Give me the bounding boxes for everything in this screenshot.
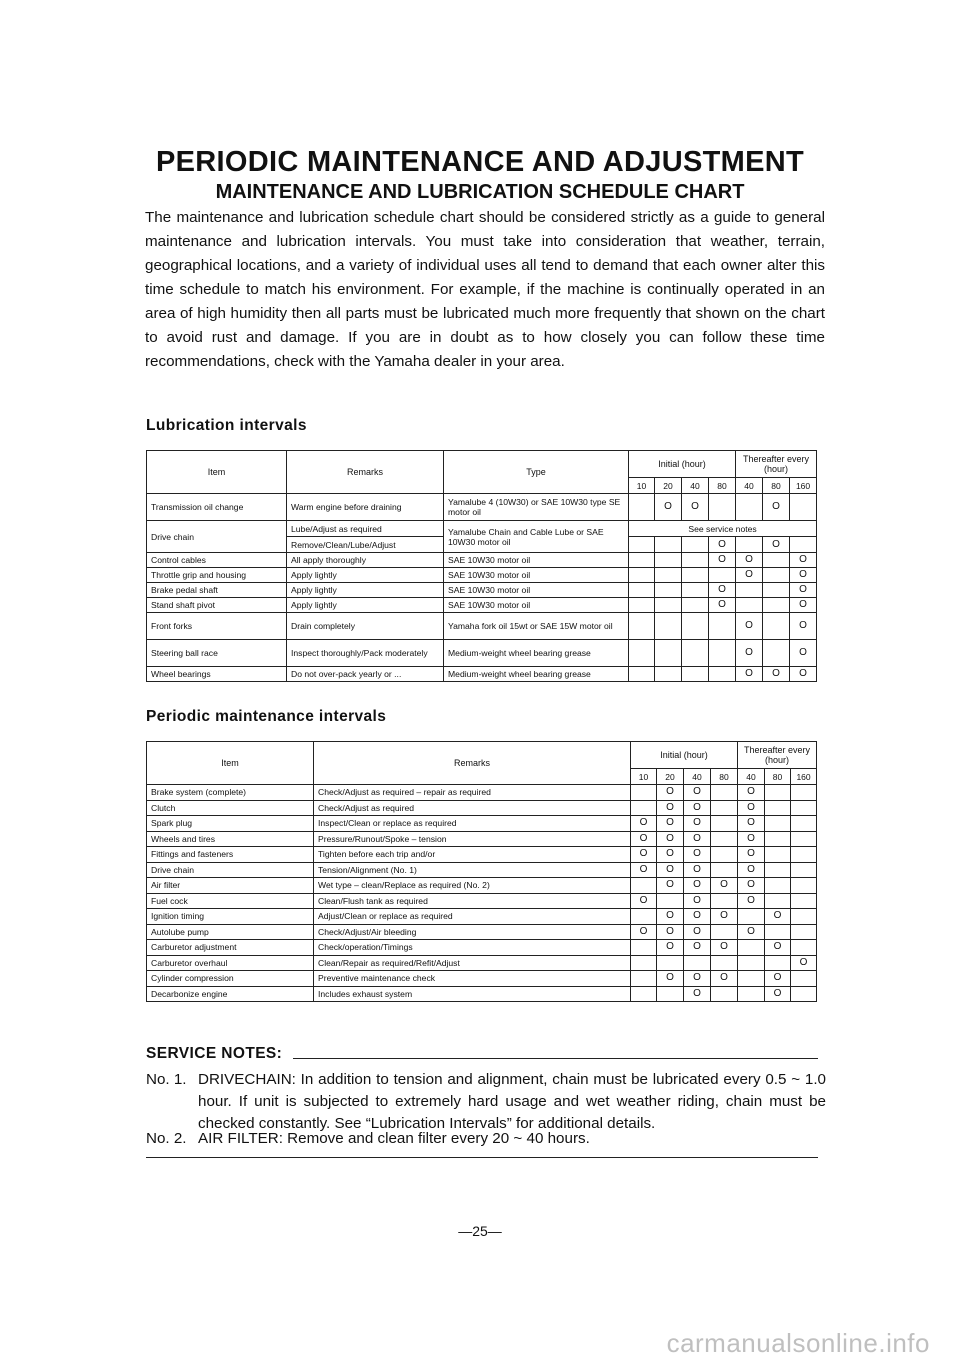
table-row bbox=[147, 785, 817, 801]
table-row bbox=[147, 553, 817, 568]
interval-cell bbox=[631, 940, 657, 956]
interval-cell bbox=[738, 909, 765, 925]
interval-cell bbox=[765, 924, 791, 940]
intro-paragraph: The maintenance and lubrication schedule chart should be considered strictly as a guide to general maintenance and lubrication intervals. You must take into consideration that weather, terrain, geographical locations, and a variety of individual uses all tend to demand that each owner alter this time schedule to match his environment. For example, if the machine is continually operated in an area of high humidity then all parts must be lubricated much more frequently that shown on the chart to avoid rust and damage. If you are in doubt as to how closely you can follow these time recommendations, check with the Yamaha dealer in your area. bbox=[145, 209, 825, 370]
interval-cell bbox=[791, 971, 817, 987]
hour-header: 40 bbox=[738, 769, 765, 785]
interval-cell: O bbox=[738, 893, 765, 909]
remarks-cell: Inspect thoroughly/Pack moderately bbox=[287, 640, 444, 667]
interval-cell bbox=[631, 878, 657, 894]
interval-cell bbox=[631, 800, 657, 816]
service-note-text: DRIVECHAIN: In addition to tension and alignment, chain must be lubricated every 0.5 ~ 1.0 hour. If unit is subjected to extremely hard usage and wet weather riding, chain must be checked constantly. See “Lubrication Intervals” for additional details. bbox=[198, 1071, 826, 1132]
item-cell: Wheels and tires bbox=[147, 831, 314, 847]
periodic-section-title: Periodic maintenance intervals bbox=[146, 708, 387, 725]
interval-cell: O bbox=[631, 831, 657, 847]
remarks-cell: Preventive maintenance check bbox=[314, 971, 631, 987]
remarks-cell: Warm engine before draining bbox=[287, 494, 444, 521]
item-cell: Front forks bbox=[147, 613, 287, 640]
remarks-cell: Tension/Alignment (No. 1) bbox=[314, 862, 631, 878]
hour-header: 80 bbox=[765, 769, 791, 785]
interval-cell bbox=[711, 862, 738, 878]
interval-cell bbox=[711, 800, 738, 816]
interval-cell: O bbox=[763, 494, 790, 521]
interval-cell: O bbox=[657, 800, 684, 816]
interval-cell: O bbox=[657, 971, 684, 987]
interval-cell bbox=[682, 613, 709, 640]
item-cell: Control cables bbox=[147, 553, 287, 568]
interval-cell bbox=[655, 667, 682, 682]
item-cell: Spark plug bbox=[147, 816, 314, 832]
interval-cell bbox=[629, 568, 655, 583]
interval-cell: O bbox=[657, 831, 684, 847]
item-cell: Autolube pump bbox=[147, 924, 314, 940]
interval-cell: O bbox=[711, 940, 738, 956]
hour-header: 40 bbox=[682, 478, 709, 494]
interval-cell: O bbox=[736, 568, 763, 583]
interval-cell: O bbox=[684, 878, 711, 894]
interval-cell: O bbox=[655, 494, 682, 521]
interval-cell bbox=[684, 955, 711, 971]
col-header-item: Item bbox=[147, 451, 287, 494]
interval-cell: O bbox=[738, 816, 765, 832]
remarks-cell: Lube/Adjust as required bbox=[287, 521, 444, 537]
remarks-cell: Tighten before each trip and/or bbox=[314, 847, 631, 863]
interval-cell bbox=[711, 831, 738, 847]
remarks-cell: Check/Adjust/Air bleeding bbox=[314, 924, 631, 940]
interval-cell bbox=[709, 613, 736, 640]
header-row bbox=[147, 742, 817, 769]
service-note-ref: See service notes bbox=[629, 521, 817, 537]
interval-cell bbox=[765, 847, 791, 863]
interval-cell bbox=[711, 986, 738, 1002]
interval-cell bbox=[765, 800, 791, 816]
interval-cell: O bbox=[790, 598, 817, 613]
interval-cell: O bbox=[790, 667, 817, 682]
interval-cell bbox=[682, 583, 709, 598]
service-notes-title: SERVICE NOTES: bbox=[146, 1045, 283, 1062]
hour-header: 20 bbox=[655, 478, 682, 494]
interval-cell: O bbox=[736, 553, 763, 568]
interval-cell bbox=[629, 598, 655, 613]
interval-cell bbox=[765, 816, 791, 832]
hour-header: 10 bbox=[629, 478, 655, 494]
item-cell: Brake pedal shaft bbox=[147, 583, 287, 598]
table-row bbox=[147, 847, 817, 863]
hour-header: 40 bbox=[684, 769, 711, 785]
table-row bbox=[147, 909, 817, 925]
remarks-cell: All apply thoroughly bbox=[287, 553, 444, 568]
hour-header: 80 bbox=[711, 769, 738, 785]
interval-cell: O bbox=[765, 986, 791, 1002]
interval-cell bbox=[709, 494, 736, 521]
interval-cell bbox=[655, 640, 682, 667]
interval-cell: O bbox=[657, 878, 684, 894]
interval-cell bbox=[736, 583, 763, 598]
type-cell: Medium-weight wheel bearing grease bbox=[444, 667, 629, 682]
interval-cell bbox=[765, 878, 791, 894]
interval-cell bbox=[763, 553, 790, 568]
interval-cell: O bbox=[631, 924, 657, 940]
interval-cell: O bbox=[684, 924, 711, 940]
interval-cell: O bbox=[709, 537, 736, 553]
interval-cell: O bbox=[684, 800, 711, 816]
item-cell: Wheel bearings bbox=[147, 667, 287, 682]
interval-cell: O bbox=[765, 940, 791, 956]
type-cell: Yamaha fork oil 15wt or SAE 15W motor oil bbox=[444, 613, 629, 640]
remarks-cell: Remove/Clean/Lube/Adjust bbox=[287, 537, 444, 553]
interval-cell bbox=[682, 537, 709, 553]
interval-cell: O bbox=[657, 940, 684, 956]
interval-cell: O bbox=[711, 878, 738, 894]
interval-cell bbox=[631, 971, 657, 987]
interval-cell bbox=[763, 568, 790, 583]
interval-cell: O bbox=[631, 893, 657, 909]
interval-cell bbox=[711, 847, 738, 863]
interval-cell: O bbox=[657, 909, 684, 925]
item-cell: Stand shaft pivot bbox=[147, 598, 287, 613]
col-header-initial: Initial (hour) bbox=[629, 451, 736, 478]
interval-cell bbox=[711, 816, 738, 832]
interval-cell bbox=[629, 553, 655, 568]
interval-cell bbox=[791, 862, 817, 878]
item-cell: Carburetor overhaul bbox=[147, 955, 314, 971]
interval-cell: O bbox=[684, 940, 711, 956]
table-row bbox=[147, 494, 817, 521]
interval-cell bbox=[738, 940, 765, 956]
interval-cell bbox=[631, 909, 657, 925]
remarks-cell: Apply lightly bbox=[287, 568, 444, 583]
interval-cell: O bbox=[765, 909, 791, 925]
interval-cell bbox=[629, 640, 655, 667]
service-note-text: AIR FILTER: Remove and clean filter every 20 ~ 40 hours. bbox=[198, 1130, 590, 1147]
hour-header: 80 bbox=[763, 478, 790, 494]
interval-cell bbox=[709, 568, 736, 583]
interval-cell bbox=[790, 537, 817, 553]
lubrication-table bbox=[146, 450, 817, 682]
interval-cell bbox=[791, 986, 817, 1002]
remarks-cell: Clean/Flush tank as required bbox=[314, 893, 631, 909]
hour-header: 40 bbox=[736, 478, 763, 494]
remarks-cell: Check/operation/Timings bbox=[314, 940, 631, 956]
remarks-cell: Check/Adjust as required bbox=[314, 800, 631, 816]
remarks-cell: Inspect/Clean or replace as required bbox=[314, 816, 631, 832]
interval-cell bbox=[765, 831, 791, 847]
interval-cell: O bbox=[736, 640, 763, 667]
interval-cell: O bbox=[711, 971, 738, 987]
interval-cell: O bbox=[738, 785, 765, 801]
interval-cell: O bbox=[657, 847, 684, 863]
col-header-type: Type bbox=[444, 451, 629, 494]
interval-cell bbox=[765, 862, 791, 878]
interval-cell bbox=[765, 955, 791, 971]
interval-cell bbox=[629, 583, 655, 598]
interval-cell: O bbox=[684, 909, 711, 925]
interval-cell bbox=[629, 667, 655, 682]
interval-cell bbox=[763, 640, 790, 667]
interval-cell bbox=[791, 800, 817, 816]
type-cell: Medium-weight wheel bearing grease bbox=[444, 640, 629, 667]
interval-cell: O bbox=[684, 847, 711, 863]
hour-header: 160 bbox=[790, 478, 817, 494]
remarks-cell: Apply lightly bbox=[287, 583, 444, 598]
type-cell: SAE 10W30 motor oil bbox=[444, 553, 629, 568]
interval-cell bbox=[765, 785, 791, 801]
interval-cell bbox=[657, 893, 684, 909]
hour-header: 80 bbox=[709, 478, 736, 494]
interval-cell: O bbox=[738, 878, 765, 894]
page-title: PERIODIC MAINTENANCE AND ADJUSTMENT bbox=[156, 146, 804, 178]
table-row bbox=[147, 940, 817, 956]
interval-cell bbox=[738, 955, 765, 971]
periodic-table bbox=[146, 741, 817, 1002]
type-cell: Yamalube 4 (10W30) or SAE 10W30 type SE motor oil bbox=[444, 494, 629, 521]
interval-cell: O bbox=[790, 640, 817, 667]
interval-cell bbox=[711, 893, 738, 909]
interval-cell bbox=[791, 940, 817, 956]
interval-cell bbox=[682, 568, 709, 583]
item-cell: Brake system (complete) bbox=[147, 785, 314, 801]
interval-cell bbox=[655, 553, 682, 568]
interval-cell: O bbox=[738, 924, 765, 940]
interval-cell bbox=[682, 667, 709, 682]
interval-cell bbox=[655, 537, 682, 553]
service-note-number: No. 1. bbox=[146, 1071, 187, 1088]
interval-cell: O bbox=[657, 816, 684, 832]
interval-cell: O bbox=[763, 537, 790, 553]
interval-cell: O bbox=[631, 847, 657, 863]
interval-cell: O bbox=[736, 667, 763, 682]
interval-cell: O bbox=[657, 785, 684, 801]
interval-cell bbox=[736, 598, 763, 613]
table-row bbox=[147, 613, 817, 640]
interval-cell: O bbox=[790, 613, 817, 640]
hour-header: 20 bbox=[657, 769, 684, 785]
interval-cell bbox=[709, 640, 736, 667]
interval-cell bbox=[655, 598, 682, 613]
interval-cell bbox=[763, 613, 790, 640]
interval-cell bbox=[736, 494, 763, 521]
type-cell: SAE 10W30 motor oil bbox=[444, 598, 629, 613]
bottom-rule bbox=[146, 1157, 818, 1158]
lubrication-section-title: Lubrication intervals bbox=[146, 417, 307, 434]
interval-cell: O bbox=[684, 986, 711, 1002]
item-cell: Carburetor adjustment bbox=[147, 940, 314, 956]
remarks-cell: Includes exhaust system bbox=[314, 986, 631, 1002]
interval-cell: O bbox=[738, 847, 765, 863]
item-cell: Cylinder compression bbox=[147, 971, 314, 987]
interval-cell: O bbox=[631, 816, 657, 832]
item-cell: Decarbonize engine bbox=[147, 986, 314, 1002]
col-header-initial: Initial (hour) bbox=[631, 742, 738, 769]
type-cell: Yamalube Chain and Cable Lube or SAE 10W30 motor oil bbox=[444, 521, 629, 553]
interval-cell bbox=[791, 878, 817, 894]
table-row bbox=[147, 568, 817, 583]
interval-cell: O bbox=[709, 553, 736, 568]
item-cell: Transmission oil change bbox=[147, 494, 287, 521]
interval-cell bbox=[682, 553, 709, 568]
interval-cell: O bbox=[657, 924, 684, 940]
interval-cell bbox=[631, 986, 657, 1002]
interval-cell bbox=[791, 909, 817, 925]
remarks-cell: Apply lightly bbox=[287, 598, 444, 613]
interval-cell: O bbox=[765, 971, 791, 987]
interval-cell bbox=[655, 613, 682, 640]
interval-cell bbox=[682, 640, 709, 667]
item-cell: Drive chain bbox=[147, 521, 287, 553]
type-cell: SAE 10W30 motor oil bbox=[444, 568, 629, 583]
interval-cell: O bbox=[631, 862, 657, 878]
item-cell: Steering ball race bbox=[147, 640, 287, 667]
col-header-remarks: Remarks bbox=[287, 451, 444, 494]
table-row bbox=[147, 598, 817, 613]
interval-cell: O bbox=[684, 831, 711, 847]
item-cell: Clutch bbox=[147, 800, 314, 816]
service-note-1 bbox=[146, 1069, 826, 1135]
interval-cell bbox=[709, 667, 736, 682]
table-row bbox=[147, 640, 817, 667]
interval-cell bbox=[763, 583, 790, 598]
interval-cell: O bbox=[738, 831, 765, 847]
item-cell: Throttle grip and housing bbox=[147, 568, 287, 583]
interval-cell bbox=[629, 613, 655, 640]
service-notes-rule bbox=[293, 1058, 818, 1059]
table-row bbox=[147, 878, 817, 894]
interval-cell: O bbox=[684, 971, 711, 987]
page-subtitle: MAINTENANCE AND LUBRICATION SCHEDULE CHART bbox=[215, 181, 745, 203]
page-number: —25— bbox=[458, 1223, 502, 1239]
item-cell: Fuel cock bbox=[147, 893, 314, 909]
interval-cell bbox=[655, 568, 682, 583]
table-row bbox=[147, 816, 817, 832]
remarks-cell: Pressure/Runout/Spoke – tension bbox=[314, 831, 631, 847]
col-header-remarks: Remarks bbox=[314, 742, 631, 785]
interval-cell bbox=[738, 986, 765, 1002]
interval-cell bbox=[791, 831, 817, 847]
table-row bbox=[147, 986, 817, 1002]
table-row bbox=[147, 971, 817, 987]
item-cell: Air filter bbox=[147, 878, 314, 894]
interval-cell bbox=[631, 785, 657, 801]
table-row bbox=[147, 521, 817, 537]
interval-cell: O bbox=[709, 598, 736, 613]
table-row bbox=[147, 800, 817, 816]
remarks-cell: Wet type – clean/Replace as required (No. 2) bbox=[314, 878, 631, 894]
interval-cell: O bbox=[684, 816, 711, 832]
table-row bbox=[147, 583, 817, 598]
interval-cell bbox=[738, 971, 765, 987]
interval-cell bbox=[629, 537, 655, 553]
type-cell: SAE 10W30 motor oil bbox=[444, 583, 629, 598]
interval-cell bbox=[657, 955, 684, 971]
interval-cell bbox=[791, 924, 817, 940]
item-cell: Fittings and fasteners bbox=[147, 847, 314, 863]
interval-cell: O bbox=[684, 862, 711, 878]
interval-cell bbox=[655, 583, 682, 598]
table-row bbox=[147, 893, 817, 909]
table-row bbox=[147, 831, 817, 847]
table-row bbox=[147, 955, 817, 971]
service-note-number: No. 2. bbox=[146, 1130, 187, 1147]
remarks-cell: Check/Adjust as required – repair as required bbox=[314, 785, 631, 801]
interval-cell bbox=[631, 955, 657, 971]
interval-cell: O bbox=[738, 800, 765, 816]
table-row bbox=[147, 862, 817, 878]
interval-cell: O bbox=[790, 568, 817, 583]
interval-cell bbox=[765, 893, 791, 909]
header-row bbox=[147, 451, 817, 478]
col-header-item: Item bbox=[147, 742, 314, 785]
interval-cell bbox=[791, 893, 817, 909]
interval-cell bbox=[682, 598, 709, 613]
interval-cell: O bbox=[682, 494, 709, 521]
hour-header: 10 bbox=[631, 769, 657, 785]
interval-cell: O bbox=[709, 583, 736, 598]
table-row bbox=[147, 667, 817, 682]
remarks-cell: Drain completely bbox=[287, 613, 444, 640]
interval-cell bbox=[711, 785, 738, 801]
interval-cell bbox=[791, 785, 817, 801]
col-header-thereafter: Thereafter every (hour) bbox=[738, 742, 817, 769]
interval-cell bbox=[657, 986, 684, 1002]
watermark: carmanualsonline.info bbox=[666, 1328, 930, 1358]
hour-header: 160 bbox=[791, 769, 817, 785]
interval-cell: O bbox=[738, 862, 765, 878]
remarks-cell: Do not over-pack yearly or ... bbox=[287, 667, 444, 682]
interval-cell: O bbox=[791, 955, 817, 971]
interval-cell bbox=[629, 494, 655, 521]
interval-cell bbox=[790, 494, 817, 521]
remarks-cell: Adjust/Clean or replace as required bbox=[314, 909, 631, 925]
interval-cell: O bbox=[790, 553, 817, 568]
interval-cell: O bbox=[736, 613, 763, 640]
item-cell: Ignition timing bbox=[147, 909, 314, 925]
interval-cell: O bbox=[763, 667, 790, 682]
interval-cell bbox=[711, 955, 738, 971]
interval-cell: O bbox=[684, 893, 711, 909]
interval-cell bbox=[736, 537, 763, 553]
interval-cell bbox=[791, 847, 817, 863]
service-note-2 bbox=[146, 1128, 826, 1150]
interval-cell: O bbox=[684, 785, 711, 801]
interval-cell bbox=[711, 924, 738, 940]
interval-cell bbox=[791, 816, 817, 832]
interval-cell: O bbox=[657, 862, 684, 878]
table-row bbox=[147, 924, 817, 940]
interval-cell bbox=[763, 598, 790, 613]
interval-cell: O bbox=[711, 909, 738, 925]
interval-cell: O bbox=[790, 583, 817, 598]
remarks-cell: Clean/Repair as required/Refit/Adjust bbox=[314, 955, 631, 971]
item-cell: Drive chain bbox=[147, 862, 314, 878]
col-header-thereafter: Thereafter every (hour) bbox=[736, 451, 817, 478]
